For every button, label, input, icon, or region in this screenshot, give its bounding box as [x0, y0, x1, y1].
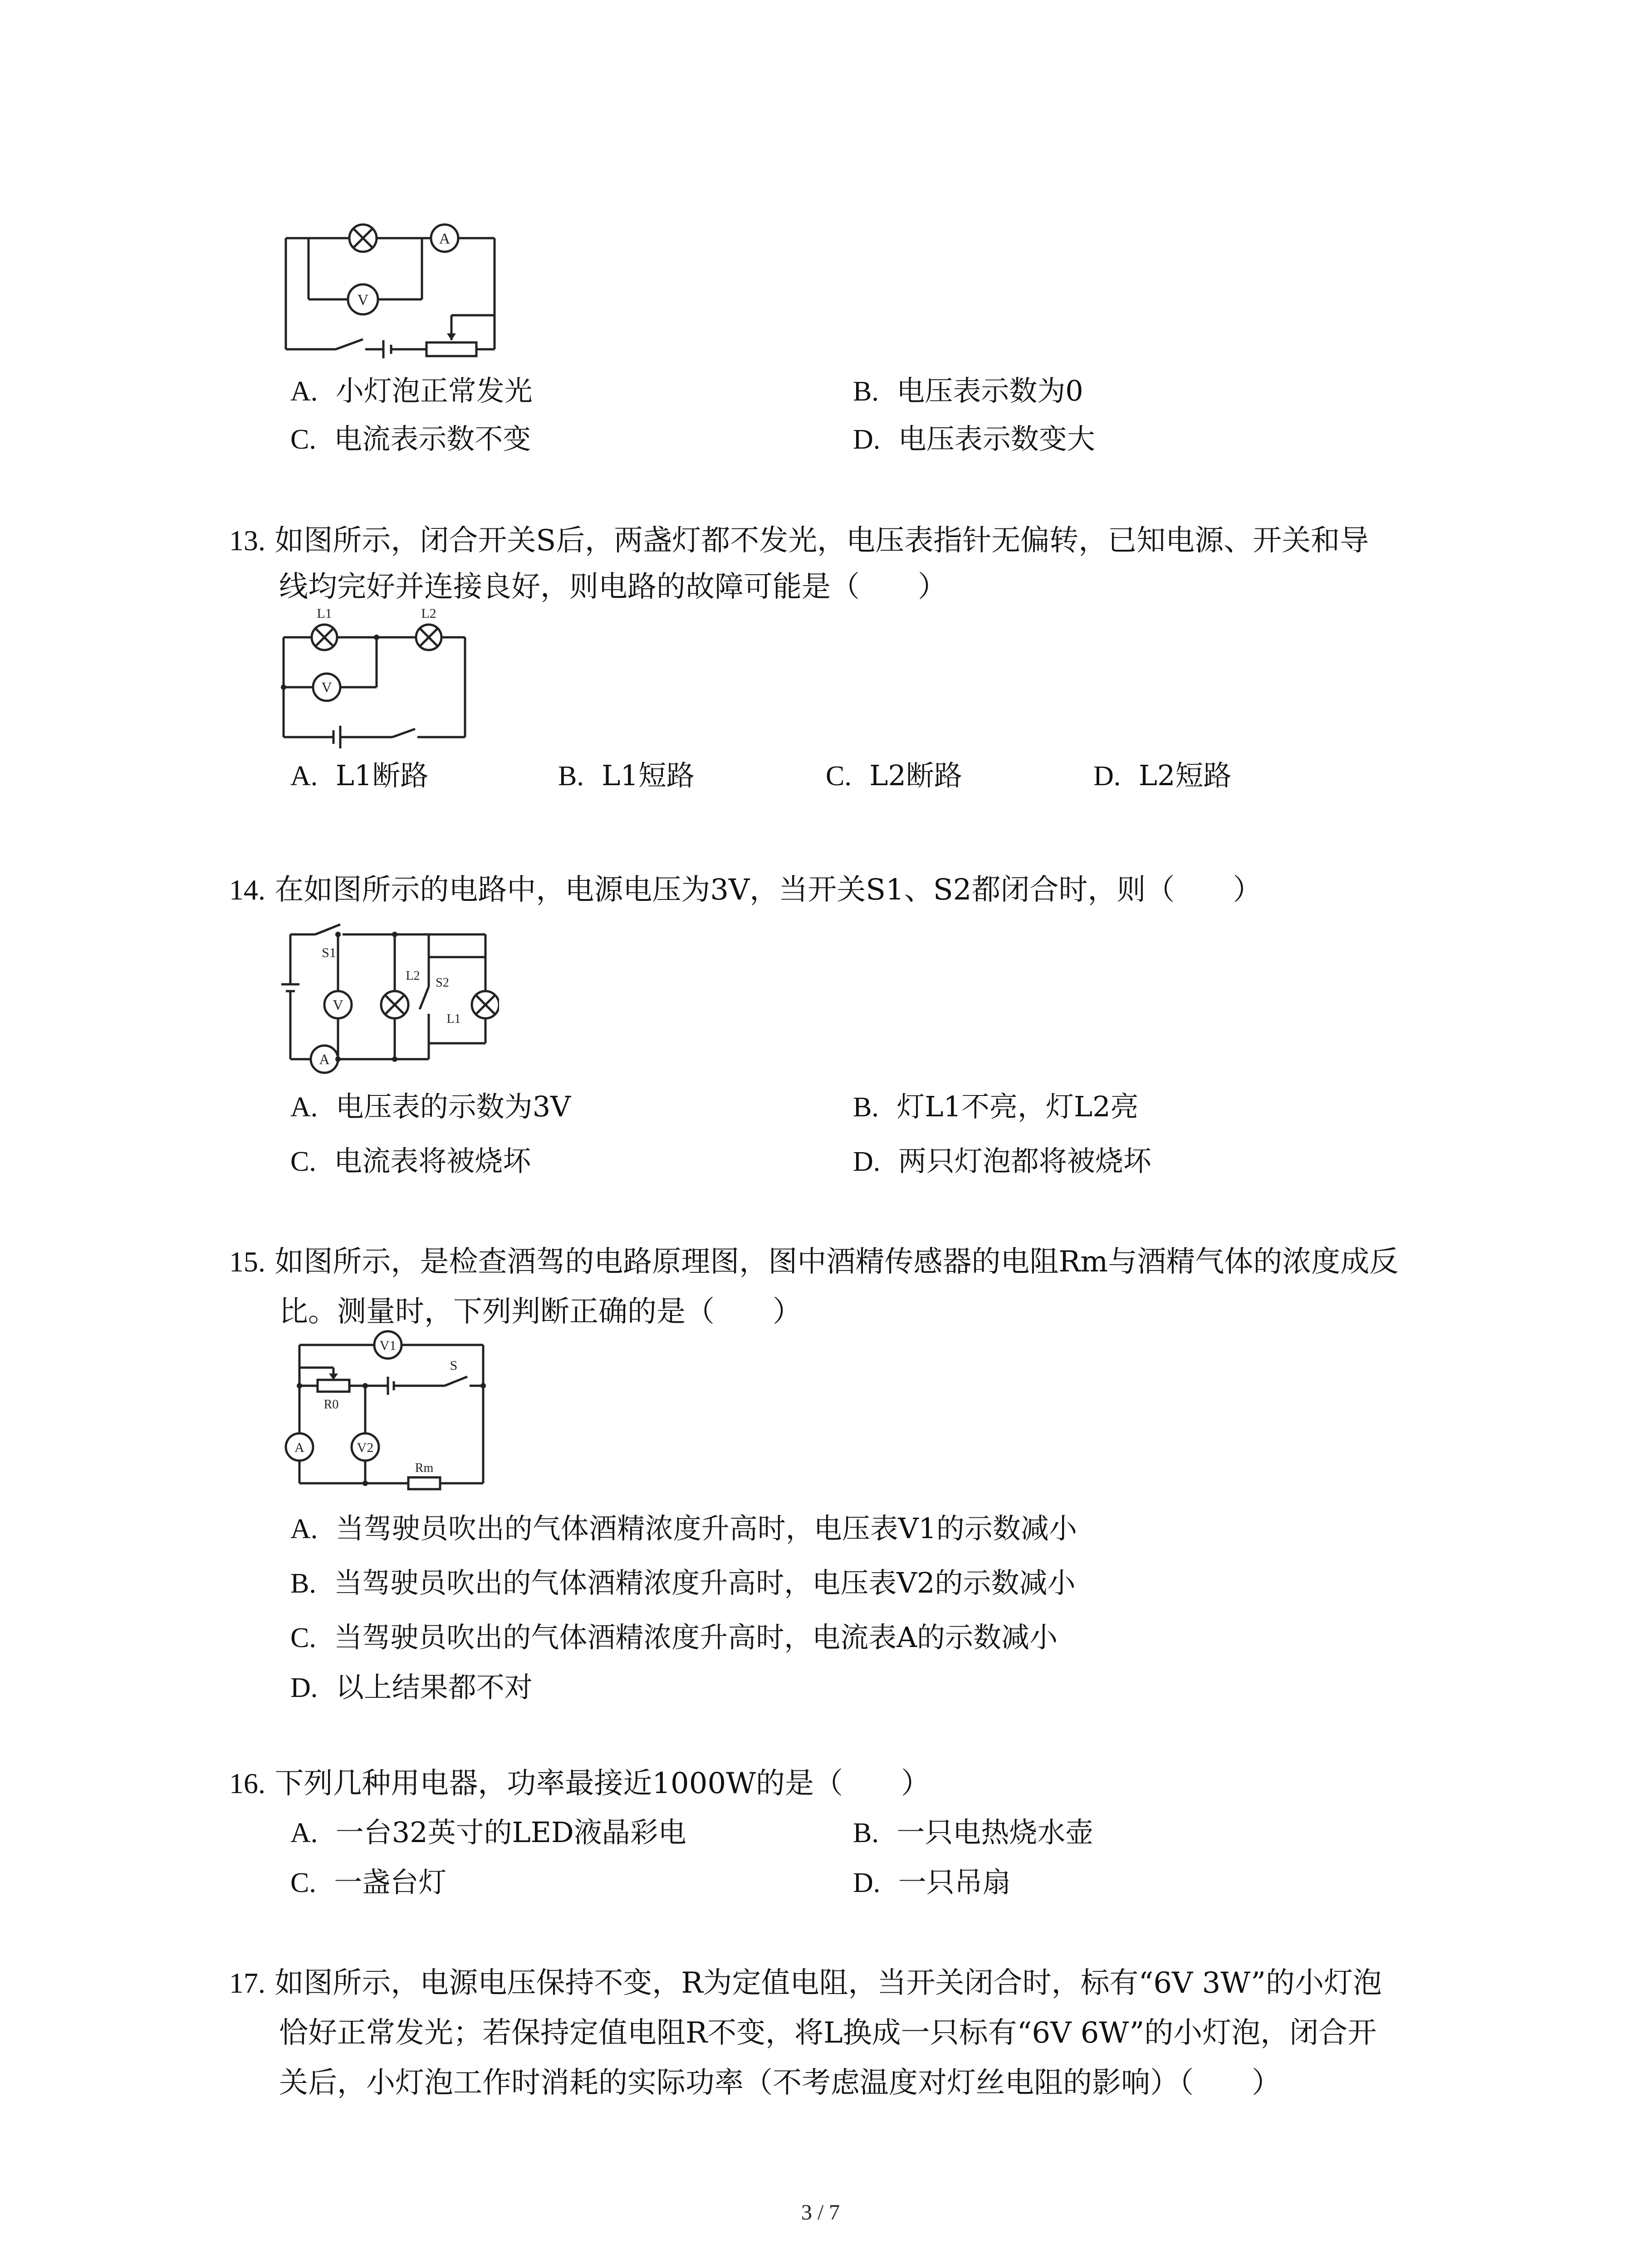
- option-text: 一只电热烧水壶: [896, 1816, 1094, 1849]
- q14-circuit-diagram: [272, 912, 499, 1075]
- question-number: 17.: [229, 1967, 265, 1999]
- option-label: A.: [290, 1092, 318, 1123]
- q15-option-c[interactable]: [290, 1615, 1058, 1655]
- q13-lamp1-label: L1: [317, 606, 332, 621]
- question-text: 关后，小灯泡工作时消耗的实际功率（不考虑温度对灯丝电阻的影响）（ ）: [279, 2066, 1281, 2100]
- option-label: A.: [290, 376, 318, 407]
- question-text: 下列几种用电器，功率最接近1000W的是（ ）: [274, 1767, 930, 1800]
- q14-ammeter-label: A: [319, 1051, 330, 1067]
- option-label: D.: [853, 1867, 881, 1898]
- option-label: A.: [290, 1514, 318, 1545]
- q14-option-d[interactable]: [853, 1139, 1151, 1179]
- q13-voltmeter-label: V: [321, 679, 332, 695]
- q13-lamp2-label: L2: [421, 606, 436, 621]
- q15-voltmeter2-label: V2: [357, 1440, 374, 1455]
- option-label: C.: [290, 424, 316, 455]
- option-label: B.: [853, 1092, 879, 1123]
- page-number: 3 / 7: [801, 2200, 840, 2224]
- question-text: 如图所示，闭合开关S后，两盏灯都不发光，电压表指针无偏转，已知电源、开关和导: [274, 524, 1369, 557]
- option-text: 当驾驶员吹出的气体酒精浓度升高时，电流表A的示数减小: [334, 1621, 1058, 1654]
- q13-option-a[interactable]: [290, 753, 428, 793]
- q12-ammeter-label: A: [439, 230, 451, 247]
- option-label: B.: [853, 1818, 879, 1848]
- option-text: 灯L1不亮，灯L2亮: [896, 1090, 1139, 1123]
- q13-circuit-diagram: [272, 599, 481, 748]
- question-text: 在如图所示的电路中，电源电压为3V，当开关S1、S2都闭合时，则（ ）: [274, 873, 1262, 907]
- q15-circuit-diagram: [272, 1325, 508, 1497]
- q14-switch1-label: S1: [322, 945, 336, 960]
- option-label: C.: [826, 761, 852, 792]
- q15-stem-line2: [279, 1288, 802, 1330]
- question-text: 如图所示，电源电压保持不变，R为定值电阻，当开关闭合时，标有“6V 3W”的小灯泡: [274, 1966, 1382, 2000]
- q16-option-a[interactable]: [290, 1810, 686, 1850]
- q15-stem-line1: [229, 1238, 1398, 1280]
- q14-voltmeter-label: V: [333, 997, 343, 1013]
- option-label: B.: [558, 761, 584, 792]
- option-label: A.: [290, 1818, 318, 1848]
- q14-lamp2-label: L2: [406, 969, 420, 983]
- option-label: C.: [290, 1623, 316, 1653]
- q16-stem-line1: [229, 1760, 930, 1802]
- q15-sensor-label: Rm: [415, 1461, 434, 1475]
- q12-option-c[interactable]: [290, 416, 531, 457]
- q13-option-c[interactable]: [826, 753, 962, 793]
- q15-option-b[interactable]: [290, 1560, 1076, 1601]
- option-label: B.: [290, 1568, 316, 1599]
- q14-stem-line1: [229, 866, 1262, 908]
- question-number: 16.: [229, 1767, 265, 1799]
- option-text: L2断路: [869, 759, 962, 792]
- q12-circuit-diagram: [272, 218, 508, 367]
- q15-ammeter-label: A: [294, 1440, 304, 1455]
- q12-voltmeter-label: V: [357, 292, 369, 308]
- q12-option-d[interactable]: [853, 416, 1095, 457]
- q13-option-d[interactable]: [1093, 753, 1231, 793]
- option-label: D.: [853, 424, 881, 455]
- option-text: 一台32英寸的LED液晶彩电: [335, 1816, 686, 1849]
- q14-lamp1-label: L1: [446, 1012, 461, 1026]
- option-text: 小灯泡正常发光: [335, 374, 533, 407]
- q14-option-c[interactable]: [290, 1139, 531, 1179]
- option-label: D.: [853, 1146, 881, 1177]
- q17-stem-line2: [279, 2009, 1376, 2051]
- question-text: 比。测量时，下列判断正确的是（ ）: [279, 1295, 802, 1329]
- q15-option-d[interactable]: [290, 1665, 533, 1705]
- q17-stem-line3: [279, 2059, 1281, 2101]
- q16-option-b[interactable]: [853, 1810, 1093, 1850]
- q13-option-b[interactable]: [558, 753, 695, 793]
- option-text: 一盏台灯: [334, 1866, 447, 1899]
- q12-option-a[interactable]: [290, 368, 533, 409]
- option-text: 以上结果都不对: [335, 1671, 533, 1704]
- question-number: 13.: [229, 524, 265, 557]
- q14-option-a[interactable]: [290, 1084, 571, 1124]
- question-number: 14.: [229, 874, 265, 906]
- option-text: 电压表示数为0: [896, 374, 1083, 407]
- question-text: 恰好正常发光；若保持定值电阻R不变，将L换成一只标有“6V 6W”的小灯泡，闭合开: [279, 2016, 1377, 2050]
- option-text: 当驾驶员吹出的气体酒精浓度升高时，电压表V1的示数减小: [335, 1512, 1077, 1545]
- option-text: 两只灯泡都将被烧坏: [898, 1144, 1151, 1178]
- question-text: 线均完好并连接良好，则电路的故障可能是（ ）: [279, 570, 947, 604]
- q15-switch-label: S: [450, 1358, 458, 1373]
- q15-voltmeter1-label: V1: [379, 1338, 397, 1353]
- option-text: L2短路: [1138, 759, 1232, 792]
- question-number: 15.: [229, 1246, 265, 1278]
- option-text: 当驾驶员吹出的气体酒精浓度升高时，电压表V2的示数减小: [334, 1566, 1076, 1599]
- q17-stem-line1: [229, 1960, 1382, 2001]
- option-text: L1短路: [602, 759, 695, 792]
- option-text: 电流表示数不变: [334, 422, 531, 455]
- option-label: A.: [290, 761, 318, 792]
- q14-switch2-label: S2: [436, 976, 449, 990]
- question-text: 如图所示，是检查酒驾的电路原理图，图中酒精传感器的电阻Rm与酒精气体的浓度成反: [274, 1245, 1399, 1279]
- option-text: 一只吊扇: [898, 1866, 1011, 1899]
- option-label: D.: [1093, 761, 1121, 792]
- q14-option-b[interactable]: [853, 1084, 1139, 1124]
- q15-option-a[interactable]: [290, 1506, 1077, 1546]
- q16-option-d[interactable]: [853, 1860, 1011, 1900]
- q12-option-b[interactable]: [853, 368, 1083, 409]
- option-label: C.: [290, 1867, 316, 1898]
- option-label: B.: [853, 376, 879, 407]
- option-text: 电流表将被烧坏: [334, 1144, 531, 1178]
- option-text: 电压表的示数为3V: [335, 1090, 571, 1123]
- q15-resistor0-label: R0: [323, 1398, 339, 1412]
- option-label: C.: [290, 1146, 316, 1177]
- q16-option-c[interactable]: [290, 1860, 446, 1900]
- option-text: 电压表示数变大: [898, 422, 1095, 455]
- q13-stem-line1: [229, 517, 1369, 559]
- option-label: D.: [290, 1672, 318, 1703]
- option-text: L1断路: [335, 759, 429, 792]
